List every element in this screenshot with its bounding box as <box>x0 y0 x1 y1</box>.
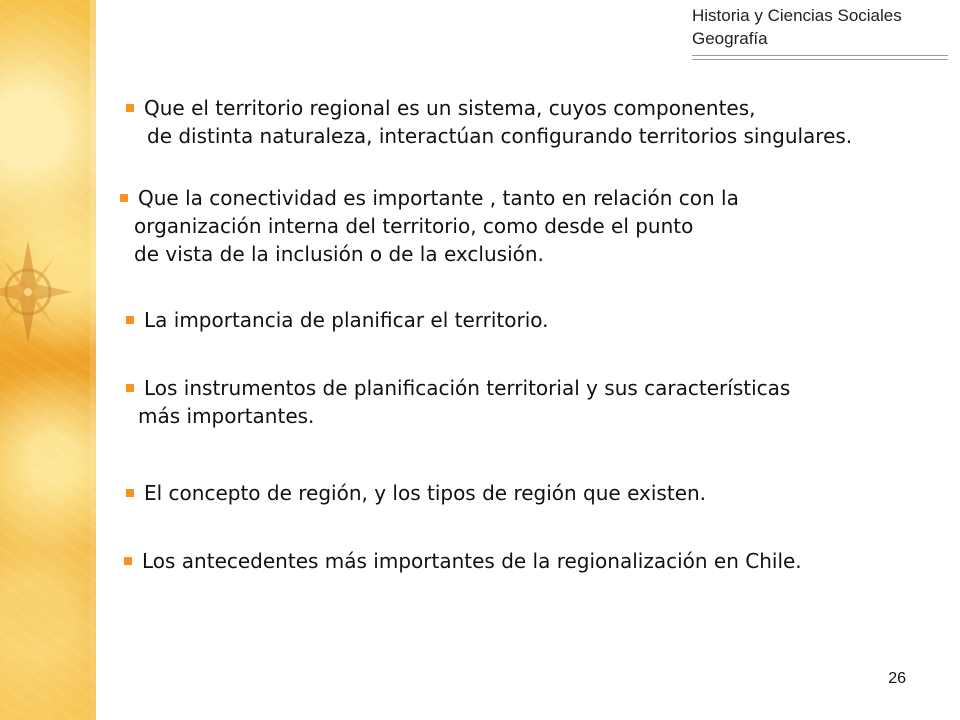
header-divider-bottom <box>692 59 948 60</box>
bullet-marker-icon <box>126 489 134 497</box>
course-header <box>692 4 942 50</box>
bullet-line: organización interna del territorio, como desde el punto <box>134 214 694 238</box>
bullet-text: El concepto de región, y los tipos de región que existen. <box>144 481 707 505</box>
bullet-marker-icon <box>126 384 134 392</box>
bullet-line <box>124 547 802 575</box>
bullet-line <box>126 374 790 402</box>
course-title: Historia y Ciencias Sociales <box>692 6 902 25</box>
bullet-marker-icon <box>120 194 128 202</box>
bullet-line: de distinta naturaleza, interactúan configurando territorios singulares. <box>147 124 853 148</box>
bullet-item-planning <box>126 306 549 334</box>
bullet-item-planning-instruments <box>126 374 790 430</box>
bullet-line: de vista de la inclusión o de la exclusión. <box>134 242 544 266</box>
bullet-text: Que la conectividad es importante , tanto en relación con la <box>138 186 739 210</box>
header-divider-top <box>692 55 948 56</box>
bullet-text: La importancia de planificar el territorio. <box>144 308 549 332</box>
bullet-item-regionalization-history <box>124 547 802 575</box>
bullet-marker-icon <box>126 104 134 112</box>
bullet-marker-icon <box>124 557 132 565</box>
bullet-item-regional-system <box>126 94 852 150</box>
bullet-line <box>126 479 706 507</box>
bullet-item-region-concept <box>126 479 706 507</box>
course-subtitle: Geografía <box>692 29 768 48</box>
page-number: 26 <box>888 670 906 687</box>
bullet-marker-icon <box>126 316 134 324</box>
compass-rose-icon <box>0 232 94 352</box>
bullet-item-connectivity <box>120 184 739 268</box>
bullet-line <box>126 94 852 122</box>
bullet-text: Los antecedentes más importantes de la regionalización en Chile. <box>142 549 802 573</box>
bullet-text: Los instrumentos de planificación territorial y sus características <box>144 376 791 400</box>
bullet-line: más importantes. <box>138 404 315 428</box>
bullet-text: Que el territorio regional es un sistema, cuyos componentes, <box>144 96 756 120</box>
bullet-line <box>120 184 739 212</box>
decorative-side-art <box>0 0 96 720</box>
bullet-line <box>126 306 549 334</box>
